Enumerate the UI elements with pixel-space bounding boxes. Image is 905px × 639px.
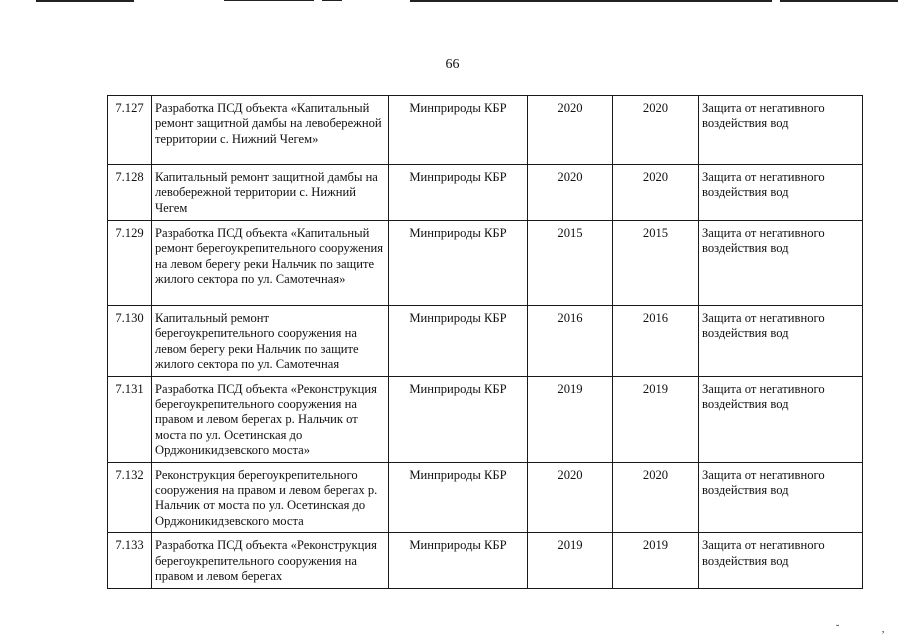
executor: Минприроды КБР: [389, 165, 528, 221]
table-row: [108, 165, 863, 221]
executor: Минприроды КБР: [389, 533, 528, 588]
goal: Защита от негативного воздействия вод: [699, 306, 863, 377]
end-year: 2020: [613, 96, 699, 165]
measure-name: Разработка ПСД объекта «Капитальный ремонт берегоукрепительного сооружения на левом берегу реки Нальчик по защите жилого сектора по ул. Самотечная»: [152, 221, 389, 306]
executor: Минприроды КБР: [389, 306, 528, 377]
table-row: [108, 96, 863, 165]
end-year: 2019: [613, 376, 699, 462]
executor: Минприроды КБР: [389, 96, 528, 165]
scan-top-rule: [36, 0, 134, 2]
end-year: 2019: [613, 533, 699, 588]
end-year: 2016: [613, 306, 699, 377]
row-number: 7.132: [108, 462, 152, 533]
scan-top-rule: [322, 0, 342, 1]
end-year: 2015: [613, 221, 699, 306]
row-number: 7.127: [108, 96, 152, 165]
page-number: 66: [445, 57, 460, 72]
measures-table: [107, 95, 863, 589]
measure-name: Реконструкция берегоукрепительного сооружения на правом и левом берегах р. Нальчик от моста по ул. Осетинская до Орджоникидзевского моста: [152, 462, 389, 533]
measure-name: Разработка ПСД объекта «Реконструкция берегоукрепительного сооружения на правом и левом берегах: [152, 533, 389, 588]
row-number: 7.131: [108, 376, 152, 462]
scan-top-rule: [410, 0, 772, 2]
table-row: [108, 221, 863, 306]
measure-name: Разработка ПСД объекта «Капитальный ремонт защитной дамбы на левобережной территории с. Нижний Чегем»: [152, 96, 389, 165]
table-row: [108, 462, 863, 533]
end-year: 2020: [613, 165, 699, 221]
start-year: 2015: [528, 221, 613, 306]
start-year: 2020: [528, 96, 613, 165]
start-year: 2019: [528, 533, 613, 588]
row-number: 7.129: [108, 221, 152, 306]
measure-name: Капитальный ремонт защитной дамбы на левобережной территории с. Нижний Чегем: [152, 165, 389, 221]
start-year: 2019: [528, 376, 613, 462]
row-number: 7.130: [108, 306, 152, 377]
goal: Защита от негативного воздействия вод: [699, 165, 863, 221]
executor: Минприроды КБР: [389, 376, 528, 462]
table-row: [108, 306, 863, 377]
goal: Защита от негативного воздействия вод: [699, 462, 863, 533]
goal: Защита от негативного воздействия вод: [699, 376, 863, 462]
scan-top-rule: [780, 0, 898, 2]
start-year: 2020: [528, 462, 613, 533]
measure-name: Разработка ПСД объекта «Реконструкция берегоукрепительного сооружения на правом и левом берегах р. Нальчик от моста по ул. Осетинская до Орджоникидзевского моста»: [152, 376, 389, 462]
goal: Защита от негативного воздействия вод: [699, 533, 863, 588]
table-row: [108, 533, 863, 588]
goal: Защита от негативного воздействия вод: [699, 221, 863, 306]
row-number: 7.133: [108, 533, 152, 588]
start-year: 2016: [528, 306, 613, 377]
measure-name: Капитальный ремонт берегоукрепительного сооружения на левом берегу реки Нальчик по защите жилого сектора по ул. Самотечная: [152, 306, 389, 377]
table-row: [108, 376, 863, 462]
end-year: 2020: [613, 462, 699, 533]
executor: Минприроды КБР: [389, 462, 528, 533]
goal: Защита от негативного воздействия вод: [699, 96, 863, 165]
start-year: 2020: [528, 165, 613, 221]
scan-marks: ˘ ,: [836, 624, 905, 635]
row-number: 7.128: [108, 165, 152, 221]
scan-top-rule: [224, 0, 314, 1]
executor: Минприроды КБР: [389, 221, 528, 306]
